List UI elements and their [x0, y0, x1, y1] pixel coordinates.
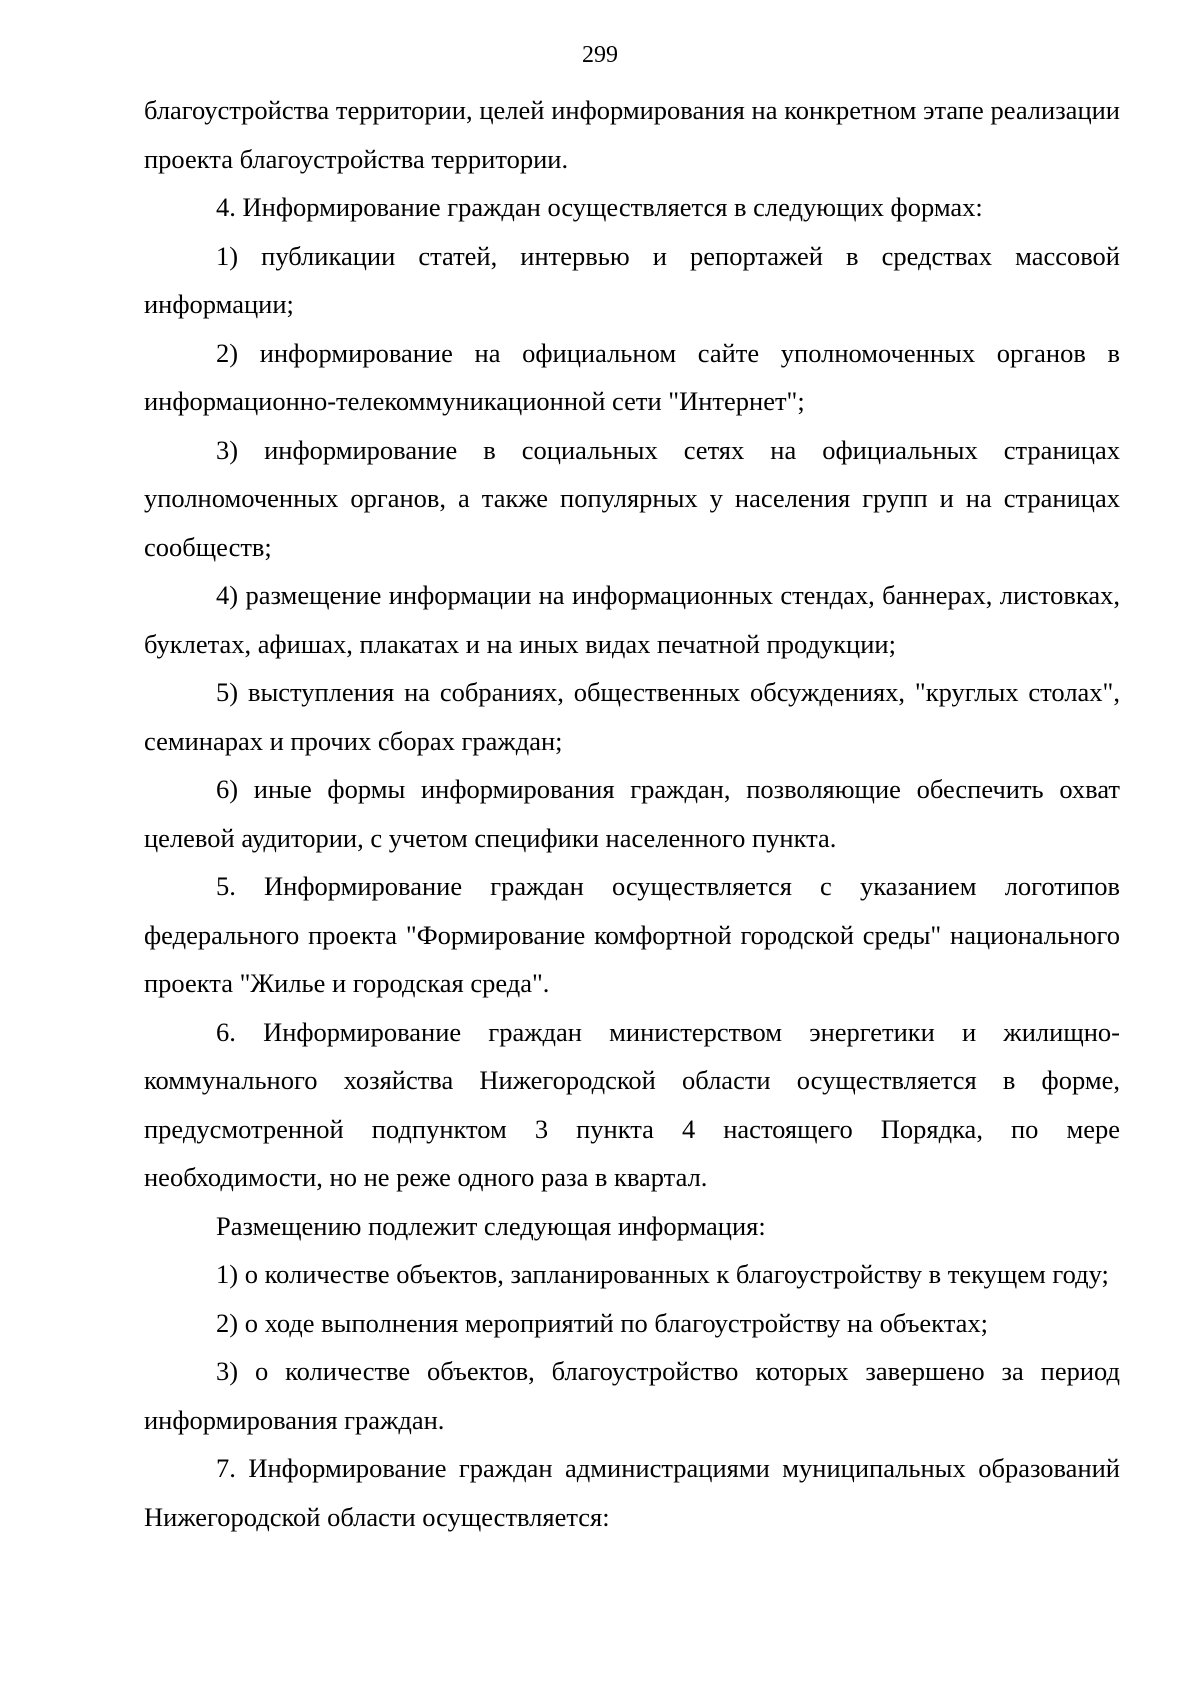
- paragraph-info-1: 1) о количестве объектов, запланированных к благоустройству в текущем году;: [216, 1259, 1109, 1289]
- page-number: 299: [582, 42, 618, 68]
- document-body: [144, 86, 1120, 1541]
- paragraph-info-3: 3) о количестве объектов, благоустройство которых завершено за период информирования граждан.: [144, 1356, 1120, 1435]
- paragraph-item-7: 7. Информирование граждан администрациями муниципальных образований Нижегородской области осуществляется:: [144, 1453, 1120, 1532]
- paragraph-placement-intro: Размещению подлежит следующая информация:: [216, 1210, 766, 1241]
- paragraph-subitem-6: 6) иные формы информирования граждан, позволяющие обеспечить охват целевой аудитории, с учетом специфики населенного пункта.: [144, 774, 1120, 853]
- paragraph-subitem-2: 2) информирование на официальном сайте уполномоченных органов в информационно-телекоммуникационной сети "Интернет";: [144, 337, 1120, 416]
- paragraph-item-5: 5. Информирование граждан осуществляется с указанием логотипов федерального проекта "Формирование комфортной городской среды" национального проекта "Жилье и городская среда".: [144, 871, 1120, 998]
- paragraph-info-2: 2) о ходе выполнения мероприятий по благоустройству на объектах;: [216, 1307, 988, 1338]
- paragraph-item-4: 4. Информирование граждан осуществляется в следующих формах:: [216, 192, 983, 222]
- paragraph-subitem-4: 4) размещение информации на информационных стендах, баннерах, листовках, буклетах, афишах, плакатах и на иных видах печатной продукции;: [144, 580, 1120, 659]
- paragraph-item-6: 6. Информирование граждан министерством энергетики и жилищно-коммунального хозяйства Нижегородской области осуществляется в форме, предусмотренной подпунктом 3 пункта 4 настоящего Порядка, по мере необходимости, но не реже одного раза в квартал.: [144, 1016, 1120, 1192]
- paragraph-subitem-3: 3) информирование в социальных сетях на официальных страницах уполномоченных органов, а также популярных у населения групп и на страницах сообществ;: [144, 434, 1120, 562]
- paragraph-subitem-1: 1) публикации статей, интервью и репортажей в средствах массовой информации;: [144, 240, 1120, 319]
- paragraph-subitem-5: 5) выступления на собраниях, общественных обсуждениях, "круглых столах", семинарах и прочих сборах граждан;: [144, 677, 1120, 756]
- paragraph-continuation: благоустройства территории, целей информирования на конкретном этапе реализации проекта благоустройства территории.: [144, 95, 1120, 174]
